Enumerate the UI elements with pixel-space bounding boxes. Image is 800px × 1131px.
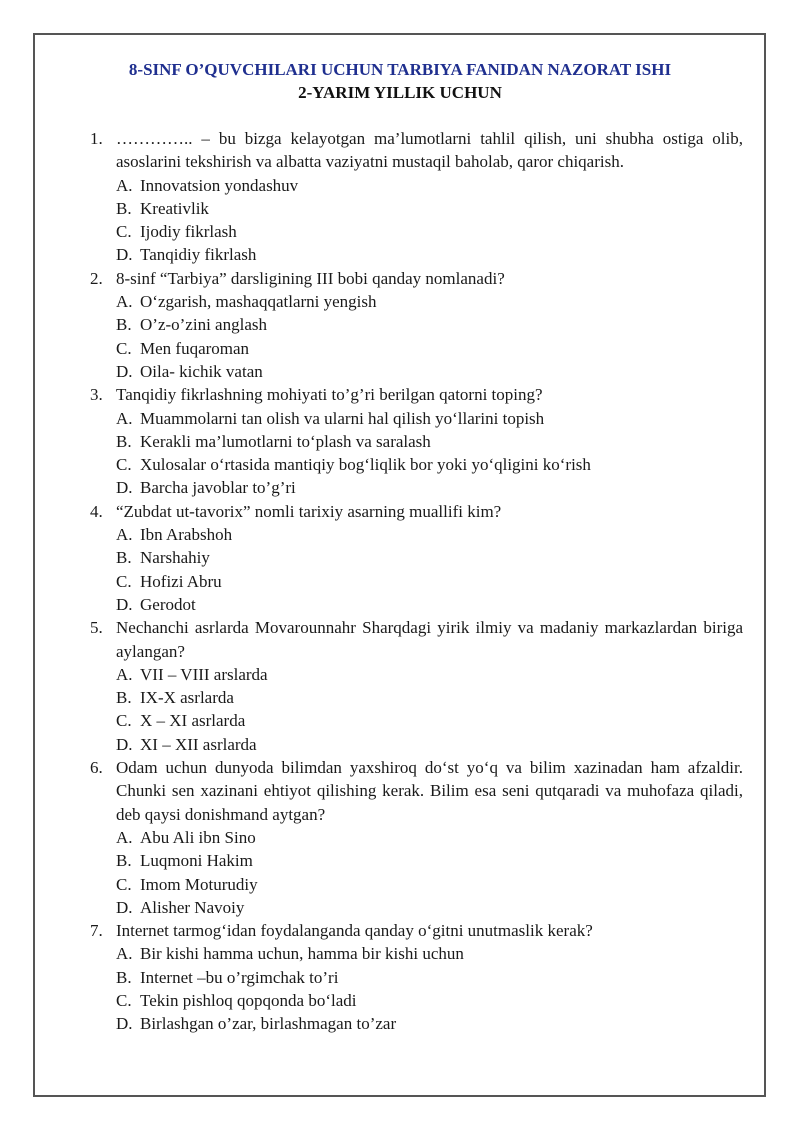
question-4 (90, 500, 743, 616)
option-text: Ijodiy fikrlash (140, 222, 237, 242)
option-a (116, 407, 743, 430)
option-letter: B. (116, 431, 132, 451)
option-letter: C. (116, 455, 132, 475)
question-text: “Zubdat ut-tavorix” nomli tarixiy asarning muallifi kim? (116, 501, 502, 521)
option-b (116, 546, 743, 569)
option-letter: A. (116, 827, 133, 847)
option-text: X – XI asrlarda (140, 711, 246, 731)
option-d (116, 476, 743, 499)
option-list (116, 942, 743, 1035)
option-letter: A. (116, 408, 133, 428)
option-c (116, 220, 743, 243)
document-title: 8-SINF O’QUVCHILARI UCHUN TARBIYA FANIDAN NAZORAT ISHI (128, 60, 672, 79)
option-b (116, 966, 743, 989)
option-text: Oila- kichik vatan (140, 361, 263, 381)
option-c (116, 709, 743, 732)
option-text: Innovatsion yondashuv (140, 175, 299, 195)
question-2 (90, 267, 743, 383)
option-letter: A. (116, 292, 133, 312)
option-text: Birlashgan o’zar, birlashmagan to’zar (140, 1014, 397, 1034)
option-text: Xulosalar o‘rtasida mantiqiy bog‘liqlik bor yoki yo‘qligini ko‘rish (140, 455, 591, 475)
option-letter: C. (116, 874, 132, 894)
option-list (116, 174, 743, 267)
option-letter: A. (116, 664, 133, 684)
question-text: Odam uchun dunyoda bilimdan yaxshiroq do‘st yo‘q va bilim xazinadan ham afzaldir. Chunki sen xazinani ehtiyot qilishing kerak. Bilim esa seni qutqaradi va muhofaza qiladi, deb qaysi donishmand aytgan? (116, 758, 743, 824)
question-number: 2. (90, 268, 103, 288)
option-letter: B. (116, 198, 132, 218)
option-letter: A. (116, 175, 133, 195)
option-letter: D. (116, 734, 133, 754)
option-letter: B. (116, 851, 132, 871)
question-number: 7. (90, 921, 103, 941)
option-letter: C. (116, 571, 132, 591)
option-c (116, 570, 743, 593)
question-text: Internet tarmog‘idan foydalanganda qanday o‘gitni unutmaslik kerak? (116, 921, 593, 941)
option-list (116, 663, 743, 756)
question-6 (90, 756, 743, 919)
option-c (116, 337, 743, 360)
option-letter: C. (116, 990, 132, 1010)
option-text: Narshahiy (140, 548, 210, 568)
option-letter: B. (116, 548, 132, 568)
option-c (116, 873, 743, 896)
option-letter: D. (116, 594, 133, 614)
option-a (116, 826, 743, 849)
option-text: IX-X asrlarda (140, 688, 234, 708)
option-text: Luqmoni Hakim (140, 851, 253, 871)
option-a (116, 663, 743, 686)
option-list (116, 290, 743, 383)
question-1 (90, 127, 743, 267)
option-letter: A. (116, 944, 133, 964)
option-a (116, 942, 743, 965)
question-number: 3. (90, 385, 103, 405)
option-b (116, 197, 743, 220)
option-text: Imom Moturudiy (140, 874, 258, 894)
option-text: O’z-o’zini anglash (140, 315, 267, 335)
option-text: Kreativlik (140, 198, 209, 218)
option-letter: D. (116, 245, 133, 265)
option-d (116, 360, 743, 383)
option-d (116, 243, 743, 266)
option-letter: C. (116, 711, 132, 731)
question-5 (90, 616, 743, 756)
question-number: 1. (90, 129, 103, 148)
option-list (116, 523, 743, 616)
option-text: VII – VIII arslarda (140, 664, 268, 684)
option-b (116, 313, 743, 336)
option-text: Abu Ali ibn Sino (140, 827, 256, 847)
option-b (116, 430, 743, 453)
question-7 (90, 919, 743, 1035)
option-letter: D. (116, 1014, 133, 1034)
question-text: Nechanchi asrlarda Movarounnahr Sharqdagi yirik ilmiy va madaniy markazlardan biriga aylangan? (116, 618, 743, 661)
option-list (116, 407, 743, 500)
option-d (116, 1012, 743, 1035)
option-text: Kerakli ma’lumotlarni to‘plash va saralash (140, 431, 431, 451)
question-text: ………….. – bu bizga kelayotgan ma’lumotlarni tahlil qilish, uni shubha ostiga olib, asoslarini tekshirish va albatta vaziyatni mustaqil baholab, qaror chiqarish. (116, 129, 743, 172)
option-letter: D. (116, 478, 133, 498)
option-letter: C. (116, 338, 132, 358)
option-text: Men fuqaroman (140, 338, 250, 358)
option-text: Alisher Navoiy (140, 897, 245, 917)
question-number: 6. (90, 758, 103, 778)
option-a (116, 174, 743, 197)
question-number: 5. (90, 618, 103, 638)
option-text: Barcha javoblar to’g’ri (140, 478, 296, 498)
question-3 (90, 383, 743, 499)
option-b (116, 686, 743, 709)
option-c (116, 989, 743, 1012)
option-letter: B. (116, 967, 132, 987)
option-list (116, 826, 743, 919)
question-text: 8-sinf “Tarbiya” darsligining III bobi qanday nomlanadi? (116, 268, 505, 288)
option-a (116, 523, 743, 546)
option-d (116, 733, 743, 756)
option-letter: A. (116, 525, 133, 545)
option-b (116, 849, 743, 872)
option-text: Tanqidiy fikrlash (140, 245, 257, 265)
option-c (116, 453, 743, 476)
question-number: 4. (90, 501, 103, 521)
option-letter: B. (116, 688, 132, 708)
option-letter: C. (116, 222, 132, 242)
option-text: Ibn Arabshoh (140, 525, 233, 545)
option-text: Bir kishi hamma uchun, hamma bir kishi uchun (140, 944, 464, 964)
option-a (116, 290, 743, 313)
option-text: O‘zgarish, mashaqqatlarni yengish (140, 292, 377, 312)
option-d (116, 593, 743, 616)
option-text: Tekin pishloq qopqonda bo‘ladi (140, 990, 357, 1010)
option-text: Gerodot (140, 594, 196, 614)
option-text: Hofizi Abru (140, 571, 222, 591)
option-text: XI – XII asrlarda (140, 734, 257, 754)
option-text: Muammolarni tan olish va ularni hal qilish yo‘llarini topish (140, 408, 545, 428)
option-text: Internet –bu o’rgimchak to’ri (140, 967, 339, 987)
option-letter: D. (116, 361, 133, 381)
document-subtitle: 2-YARIM YILLIK UCHUN (298, 83, 502, 102)
option-letter: D. (116, 897, 133, 917)
option-letter: B. (116, 315, 132, 335)
question-text: Tanqidiy fikrlashning mohiyati to’g’ri berilgan qatorni toping? (116, 385, 543, 405)
question-list (90, 127, 743, 1036)
option-d (116, 896, 743, 919)
